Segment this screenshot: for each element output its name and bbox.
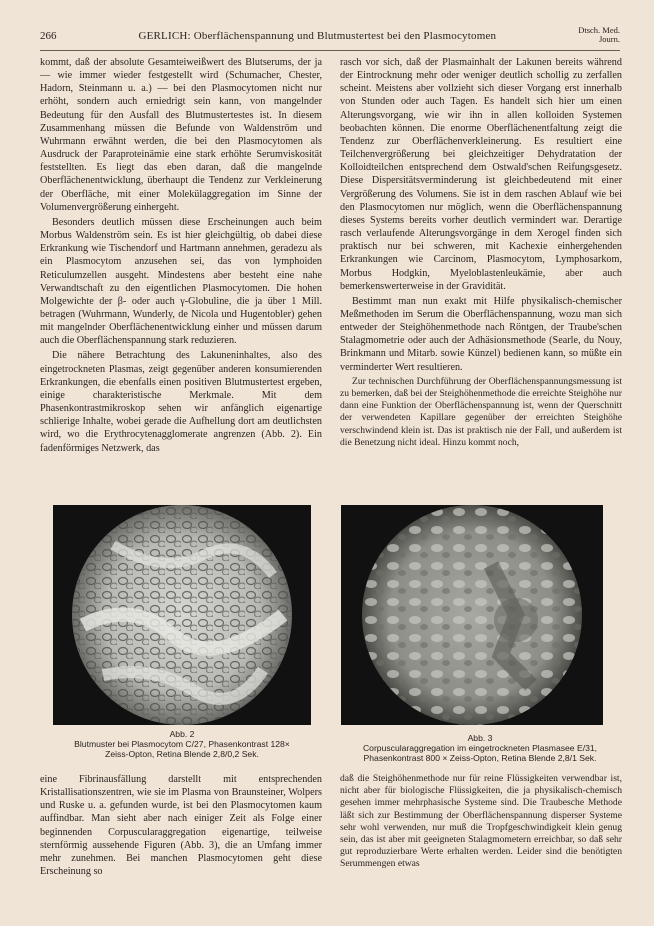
paragraph: rasch vor sich, daß der Plasmainhalt der Lakunen bereits während der Eintrocknung mehr oder weniger deutlich schollig zu zerfallen scheint. Meistens aber vollzieht sich dieser Vorgang erst innerhalb von Stunden oder auch Tagen. Es handelt sich hier um einen Alterungsvorgang, wie wir ihn in allen kolloiden Systemen beobachten können. Die enorme Oberflächenentfaltung zeigt die Tendenz zur Oberflächenverkleinerung. Es resultiert eine Teilchenvergrößerung bei gleichzeitiger Dehydratation der Kolloidteilchen entsprechend dem Ostwald'schen Reifungsgesetz. Diese Dispersitätsverminderung ist gleichbedeutend mit einer Vergrößerung des Volumens. Sie ist in dem raschen Ablauf wie bei den Plasmocytomen nur möglich, wenn die Oberflächenspannung dieses Systems bereits vorher deutlich vermindert war. Derartige rasch verlaufende Alterungsvorgänge in dem Xerogel finden sich praktisch nur bei schweren, mit Kachexie einhergehenden Erkrankungen wie Carcinom, Plasmocytom, Lymphosarkom, Morbus Hodgkin, Myeloblastenleukämie, aber auch bemerkenswerterweise in der Gravidität. <box>340 57 622 292</box>
caption-text: Corpuscularaggregation im eingetrockneten Plasmasee E/31, <box>362 743 598 754</box>
paragraph: eine Fibrinausfällung darstellt mit entsprechenden Kristallisationszentren, wie sie im Plasma von Braunsteiner, Wolpers und Ruske u. a. gefunden wurde, ist bei den Plasmocytomen kaum auffindbar. Man sieht aber nach einiger Zeit als Folge einer beginnenden Corpuscularaggregation eigenartige, teilweise sternförmig aussehende Figuren (Abb. 3), die an Umfang immer mehr zunehmen. Bei manchen Plasmocytomen geht diese Erscheinung so <box>40 774 322 878</box>
paragraph: Die nähere Betrachtung des Lakuneninhaltes, also des eingetrockneten Plasmas, zeigt gegenüber anderen konsumierenden Erkrankungen, die ebenfalls einen positiven Blutmustertest ergeben, einige charakteristische Merkmale. Mit dem Phasenkontrastmikroskop sehen wir anfänglich eigenartige schlierige Inhalte, wobei gerade die Aufhellung dort am deutlichsten wird, wo die Erythrocytenagglomerate angrenzen (Abb. 2). Ein fadenförmiges Netzwerk, das <box>40 350 322 454</box>
journal-line-2: Journ. <box>598 34 620 44</box>
journal-line-1: Dtsch. Med. <box>578 25 620 35</box>
micrograph-abb-3-image <box>341 505 603 725</box>
right-column-bottom <box>340 773 622 873</box>
left-column-bottom <box>40 773 322 880</box>
page-number: 266 <box>40 30 57 42</box>
paragraph: kommt, daß der absolute Gesamteiweißwert des Blutserums, der ja — wie immer wieder festgestellt wird (Schumacher, Chester, Hadorn, Steinmann u. a.) — bei den Plasmocytomen nicht nur erhöht, sondern auch erniedrigt sein kann, von mangelnder Bedeutung für den Ausfall des Blutmustertestes ist. In diesem Zusammenhang müssen die Befunde von Waldenström und Wuhrmann erwähnt werden, die bei den Plasmocytomen als Ausdruck der Paraproteinämie eine stark erhöhte Serumviskosität feststellten. Es liegt das eben daran, daß die mangelnde Oberflächenentwicklung, überhaupt die Tendenz zur Verkleinerung der Oberfläche, mit einer Molekülaggregation im Sinne der Volumenvergrößerung einhergeht. <box>40 57 322 213</box>
figure-label: Abb. 3 <box>467 733 493 743</box>
caption-text: Zeiss-Opton, Retina Blende 2,8/0,2 Sek. <box>105 749 259 760</box>
running-title: GERLICH: Oberflächenspannung und Blutmustertest bei den Plasmocytomen <box>138 30 497 42</box>
micrograph-abb-3 <box>341 505 603 725</box>
figure-caption-abb-3 <box>338 733 622 764</box>
journal-abbreviation <box>578 26 620 44</box>
paragraph: daß die Steighöhenmethode nur für reine Flüssigkeiten verwendbar ist, nicht aber für biologische Flüssigkeiten, die ja physikalisch-chemisch gesehen immer mehrphasische Systeme sind. Die Traubesche Methode läßt sich zur Bestimmung der Oberflächenspannung disperser Systeme sehr wohl verwenden, nur muß die Tropfgeschwindigkeit klein genug sein, das ist aber mit geeigneten Stalagmometern erreichbar, so daß sehr gut reproduzierbare Werte erhalten werden. Leider sind die benötigten Serummengen etwas <box>340 773 622 870</box>
caption-text: Phasenkontrast 800 × Zeiss-Opton, Retina Blende 2,8/1 Sek. <box>363 753 597 764</box>
left-column-top <box>40 56 322 457</box>
figure-label: Abb. 2 <box>169 729 195 739</box>
page-header <box>40 26 620 51</box>
figure-caption-abb-2 <box>40 729 324 760</box>
paragraph: Bestimmt man nun exakt mit Hilfe physikalisch-chemischer Meßmethoden im Serum die Oberflächenspannung, wozu man sich entweder der Steighöhenmethode nach Röntgen, der Traube'schen Stalagmometrie oder auch der Adhäsionsmethode (Searle, du Nouy, Brinkmann und Mitarb. sowie Künzel) bedienen kann, so müßte ein verminderter Wert resultieren. <box>340 295 622 373</box>
right-column-top <box>340 56 622 451</box>
paragraph: Zur technischen Durchführung der Oberflächenspannungsmessung ist zu bemerken, daß bei der Steighöhenmethode die erreichte Steighöhe nur dann eine Funktion der Oberflächenspannung ist, wenn der Querschnitt der verwendeten Kapillare gegenüber der erreichten Steighöhe verschwindend klein ist. Das ist praktisch nie der Fall, und außerdem ist die Benetzung nicht ideal. Hinzu kommt noch, <box>340 375 622 448</box>
caption-text: Blutmuster bei Plasmocytom C/27, Phasenkontrast 128× <box>74 739 290 750</box>
micrograph-abb-2 <box>53 505 311 725</box>
paragraph: Besonders deutlich müssen diese Erscheinungen auch beim Morbus Waldenström sein. Es ist hier gleichgültig, ob dabei diese Erkrankung wie Tischendorf und Hartmann annehmen, geradezu als ein Plasmocytom anzusehen sei, das von lymphoiden Reticulumzellen ausgeht. Mindestens aber besteht eine nahe Verwandtschaft zu den eigentlichen Plasmocytomen. Die hohen Molgewichte der β- oder auch γ-Globuline, die ja über 1 Mill. betragen (Wuhrmann, Wunderly, de Nicola und Hugentobler) gehen mit mangelnder Oberflächenentwicklung einher und müssen darum auch die Oberflächenspannung stark reduzieren. <box>40 216 322 347</box>
micrograph-abb-2-image <box>53 505 311 725</box>
